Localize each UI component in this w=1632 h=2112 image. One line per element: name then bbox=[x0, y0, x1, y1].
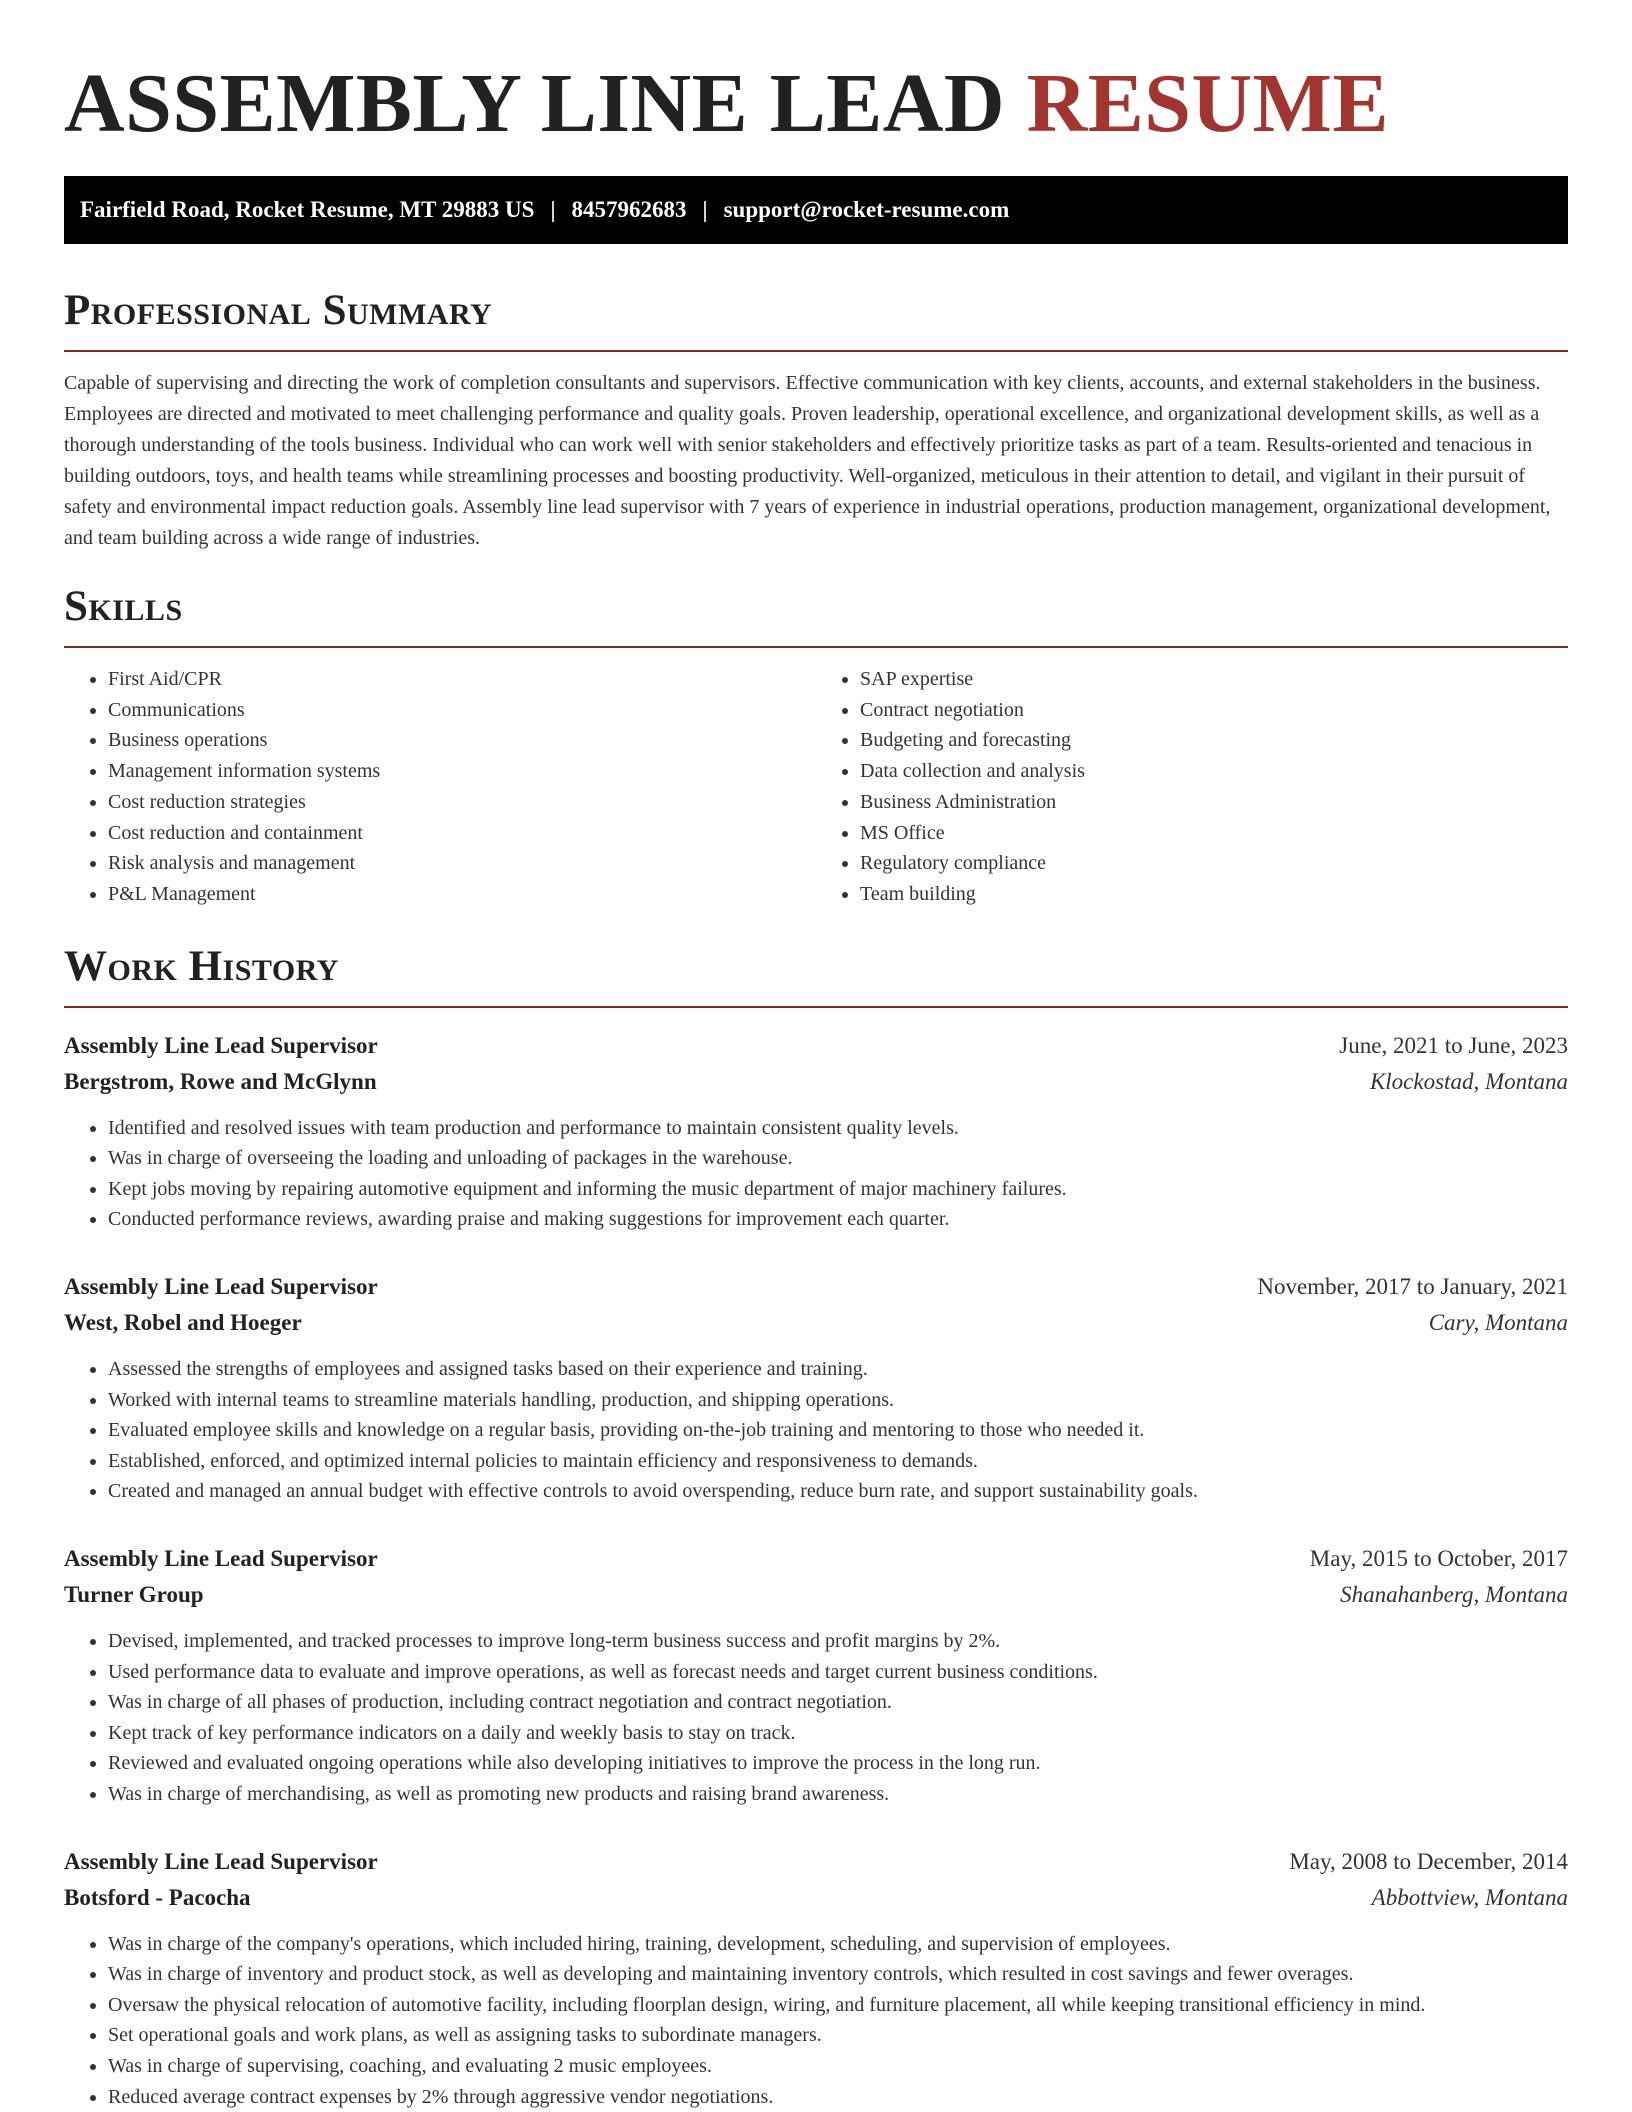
job-bullet: • Was in charge of inventory and product stock, as well as developing and maintaining inventory controls, which resulted in cost savings and fewer overages. bbox=[108, 1959, 1568, 1990]
skill-item: • Team building bbox=[860, 879, 1568, 910]
job-dates: May, 2015 to October, 2017 bbox=[1309, 1545, 1568, 1571]
job-bullet: • Oversaw the physical relocation of automotive facility, including floorplan design, wiring, and furniture placement, all while keeping transitional efficiency in mind. bbox=[108, 1990, 1568, 2021]
skill-item: • Budgeting and forecasting bbox=[860, 725, 1568, 756]
skill-item: • Regulatory compliance bbox=[860, 848, 1568, 879]
job-company: Bergstrom, Rowe and McGlynn bbox=[64, 1068, 377, 1094]
skill-item: • Contract negotiation bbox=[860, 695, 1568, 726]
skill-item: • Management information systems bbox=[108, 756, 816, 787]
job-bullet: • Assessed the strengths of employees and assigned tasks based on their experience and training. bbox=[108, 1354, 1568, 1385]
job-bullet: • Conducted performance reviews, awarding praise and making suggestions for improvement each quarter. bbox=[108, 1204, 1568, 1235]
work-history-heading: Work History bbox=[64, 942, 1568, 1008]
skill-item: • SAP expertise bbox=[860, 664, 1568, 695]
job-company-row bbox=[64, 1880, 1568, 1916]
job-bullet: • Kept track of key performance indicators on a daily and weekly basis to stay on track. bbox=[108, 1718, 1568, 1749]
job-header-row bbox=[64, 1028, 1568, 1064]
job-bullet: • Established, enforced, and optimized internal policies to maintain efficiency and responsiveness to demands. bbox=[108, 1446, 1568, 1477]
job-bullet: • Devised, implemented, and tracked processes to improve long-term business success and profit margins by 2%. bbox=[108, 1626, 1568, 1657]
contact-address: Fairfield Road, Rocket Resume, MT 29883 US bbox=[80, 197, 535, 222]
job-entry bbox=[64, 1844, 1568, 2112]
skills-grid bbox=[64, 664, 1568, 910]
job-company: Botsford - Pacocha bbox=[64, 1884, 251, 1910]
job-header-row bbox=[64, 1269, 1568, 1305]
skill-item: • Communications bbox=[108, 695, 816, 726]
skill-item: • MS Office bbox=[860, 818, 1568, 849]
work-history-section bbox=[64, 942, 1568, 2112]
skill-item: • Cost reduction strategies bbox=[108, 787, 816, 818]
skills-section bbox=[64, 582, 1568, 910]
contact-phone: 8457962683 bbox=[571, 197, 687, 222]
contact-bar bbox=[64, 176, 1568, 244]
job-company: Turner Group bbox=[64, 1581, 204, 1607]
job-title: Assembly Line Lead Supervisor bbox=[64, 1545, 378, 1571]
job-bullet: • Was in charge of supervising, coaching, and evaluating 2 music employees. bbox=[108, 2051, 1568, 2082]
job-bullets bbox=[64, 1113, 1568, 1235]
skills-left-column bbox=[64, 664, 816, 910]
contact-email: support@rocket-resume.com bbox=[723, 197, 1010, 222]
job-title: Assembly Line Lead Supervisor bbox=[64, 1848, 378, 1874]
skill-item: • Business Administration bbox=[860, 787, 1568, 818]
job-location: Abbottview, Montana bbox=[1371, 1884, 1568, 1910]
skill-item: • Risk analysis and management bbox=[108, 848, 816, 879]
contact-separator: | bbox=[702, 197, 708, 222]
job-bullet: • Kept jobs moving by repairing automotive equipment and informing the music department of major machinery failures. bbox=[108, 1174, 1568, 1205]
skills-right-column bbox=[816, 664, 1568, 910]
skill-item: • First Aid/CPR bbox=[108, 664, 816, 695]
job-dates: May, 2008 to December, 2014 bbox=[1289, 1848, 1568, 1874]
job-bullet: • Set operational goals and work plans, as well as assigning tasks to subordinate managers. bbox=[108, 2020, 1568, 2051]
job-entry bbox=[64, 1269, 1568, 1507]
skills-heading: Skills bbox=[64, 582, 1568, 648]
summary-section bbox=[64, 286, 1568, 554]
job-location: Cary, Montana bbox=[1428, 1310, 1568, 1335]
job-bullet: • Identified and resolved issues with team production and performance to maintain consistent quality levels. bbox=[108, 1113, 1568, 1144]
job-bullet: • Reduced average contract expenses by 2% through aggressive vendor negotiations. bbox=[108, 2082, 1568, 2112]
summary-heading: Professional Summary bbox=[64, 286, 1568, 352]
job-location: Klockostad, Montana bbox=[1369, 1068, 1568, 1094]
job-bullets bbox=[64, 1929, 1568, 2112]
job-company-row bbox=[64, 1577, 1568, 1613]
job-title: Assembly Line Lead Supervisor bbox=[64, 1274, 378, 1299]
contact-separator: | bbox=[550, 197, 556, 222]
job-entry bbox=[64, 1541, 1568, 1810]
job-bullets bbox=[64, 1626, 1568, 1810]
job-company-row bbox=[64, 1305, 1568, 1341]
job-bullet: • Was in charge of merchandising, as well as promoting new products and raising brand awareness. bbox=[108, 1779, 1568, 1810]
job-company-row bbox=[64, 1064, 1568, 1100]
job-dates: November, 2017 to January, 2021 bbox=[1257, 1274, 1568, 1299]
job-header-row bbox=[64, 1541, 1568, 1577]
job-bullet: • Was in charge of the company's operations, which included hiring, training, development, scheduling, and supervision of employees. bbox=[108, 1929, 1568, 1960]
job-bullet: • Created and managed an annual budget with effective controls to avoid overspending, reduce burn rate, and support sustainability goals. bbox=[108, 1476, 1568, 1507]
job-bullet: • Was in charge of all phases of production, including contract negotiation and contract negotiation. bbox=[108, 1687, 1568, 1718]
job-dates: June, 2021 to June, 2023 bbox=[1339, 1032, 1568, 1058]
title-main: ASSEMBLY LINE LEAD bbox=[64, 57, 1006, 150]
title-accent: RESUME bbox=[1026, 57, 1389, 150]
job-bullet: • Evaluated employee skills and knowledge on a regular basis, providing on-the-job training and mentoring to those who needed it. bbox=[108, 1415, 1568, 1446]
job-title: Assembly Line Lead Supervisor bbox=[64, 1032, 378, 1058]
skill-item: • Data collection and analysis bbox=[860, 756, 1568, 787]
job-company: West, Robel and Hoeger bbox=[64, 1310, 302, 1335]
skill-item: • Cost reduction and containment bbox=[108, 818, 816, 849]
job-bullet: • Was in charge of overseeing the loading and unloading of packages in the warehouse. bbox=[108, 1143, 1568, 1174]
skill-item: • Business operations bbox=[108, 725, 816, 756]
resume-title bbox=[64, 0, 1568, 152]
skill-item: • P&L Management bbox=[108, 879, 816, 910]
summary-text: Capable of supervising and directing the work of completion consultants and supervisors. Effective communication with key clients, accounts, and external stakeholders in the business. Employees are directed and motivated to meet challenging performance and quality goals. Proven leadership, operational excellence, and organizational development skills, as well as a thorough understanding of the tools business. Individual who can work well with senior stakeholders and effectively prioritize tasks as part of a team. Results-oriented and tenacious in building outdoors, toys, and health teams while streamlining processes and boosting productivity. Well-organized, meticulous in their attention to detail, and vigilant in their pursuit of safety and environmental impact reduction goals. Assembly line lead supervisor with 7 years of experience in industrial operations, production management, organizational development, and team building across a wide range of industries. bbox=[64, 372, 1551, 549]
job-bullet: • Reviewed and evaluated ongoing operations while also developing initiatives to improve the process in the long run. bbox=[108, 1748, 1568, 1779]
job-header-row bbox=[64, 1844, 1568, 1880]
job-bullet: • Worked with internal teams to streamline materials handling, production, and shipping operations. bbox=[108, 1385, 1568, 1416]
job-bullets bbox=[64, 1354, 1568, 1507]
job-entry bbox=[64, 1028, 1568, 1235]
job-location: Shanahanberg, Montana bbox=[1340, 1581, 1568, 1607]
job-bullet: • Used performance data to evaluate and improve operations, as well as forecast needs and target current business conditions. bbox=[108, 1657, 1568, 1688]
